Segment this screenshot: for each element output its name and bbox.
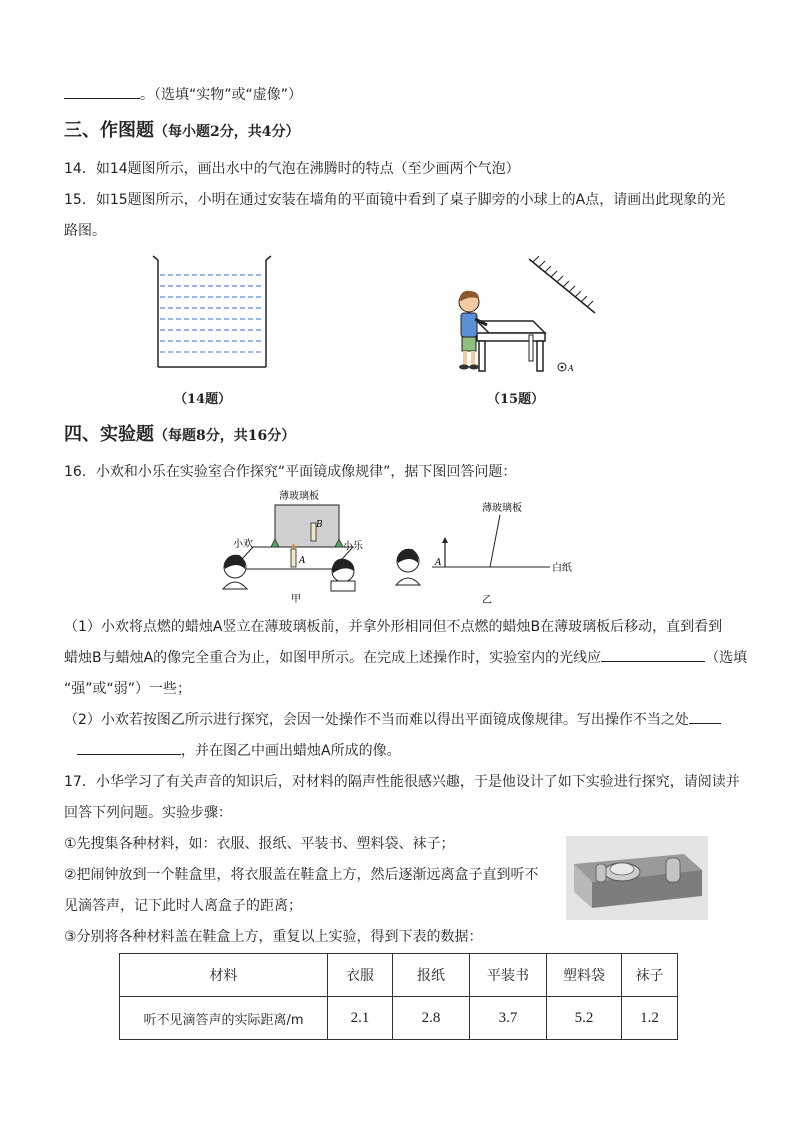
figure-15-caption: （15题） xyxy=(487,392,545,407)
q16-part2-text: （2）小欢若按图乙所示进行探究，会因一处操作不当而难以得出平面镜成像规律。写出操作不当之处 xyxy=(64,712,689,728)
person-right-label: 小乐 xyxy=(343,541,363,552)
ball-point-icon xyxy=(558,363,566,371)
section-3-heading xyxy=(64,120,734,143)
table-header-cell: 材料 xyxy=(120,954,328,997)
jia-plate-label: 薄玻璃板 xyxy=(279,491,319,502)
table-cell: 2.8 xyxy=(393,997,470,1040)
q16-part1-line1: （1）小欢将点燃的蜡烛A竖立在薄玻璃板前，并拿外形相同但不点燃的蜡烛B在薄玻璃板后移动，直到看到 xyxy=(64,619,723,635)
glass-plate-icon xyxy=(275,505,339,547)
figure-14-caption: （14题） xyxy=(174,392,232,407)
q17-line2: 回答下列问题。实验步骤： xyxy=(64,805,232,821)
shoebox-icon xyxy=(566,836,708,920)
q17-line1: 17．小华学习了有关声音的知识后，对材料的隔声性能很感兴趣，于是他设计了如下实验进行探究，请阅读并 xyxy=(64,774,740,790)
figure-16-jia xyxy=(215,485,390,605)
q17-step2-line1: ②把闹钟放到一个鞋盒里，将衣服盖在鞋盒上方，然后逐渐远离盒子直到听不 xyxy=(64,867,539,883)
mirror-icon xyxy=(529,256,595,313)
girl-icon xyxy=(223,555,247,589)
question-16-stem: 16．小欢和小乐在实验室合作探究“平面镜成像规律”，据下图回答问题： xyxy=(64,464,517,480)
point-a-label: A xyxy=(568,364,574,373)
q16-part2-line1 xyxy=(64,709,734,731)
q17-step1: ①先搜集各种材料，如：衣服、报纸、平装书、塑料袋、袜子； xyxy=(64,836,455,852)
girl-icon xyxy=(396,549,420,585)
answer-line-top xyxy=(64,84,734,106)
arrow-head-icon xyxy=(442,537,448,543)
q16-part1-line2 xyxy=(64,647,748,669)
yi-caption: 乙 xyxy=(482,595,492,606)
person-left-label: 小欢 xyxy=(233,539,253,550)
table-row xyxy=(120,997,678,1040)
beaker-icon xyxy=(153,256,271,367)
answer-blank[interactable] xyxy=(77,740,181,755)
jia-caption: 甲 xyxy=(291,594,301,605)
figure-16-yi xyxy=(390,497,585,607)
table-header-cell: 平装书 xyxy=(470,954,547,997)
yi-plate-label: 薄玻璃板 xyxy=(482,503,522,514)
q16-part1-line2-text: 蜡烛B与蜡烛A的像完全重合为止，如图甲所示。在完成上述操作时，实验室内的光线应 xyxy=(64,650,602,666)
table-cell: 3.7 xyxy=(470,997,547,1040)
yi-glass-plate xyxy=(490,515,500,567)
section-4-heading xyxy=(64,424,734,447)
top-line-text: 。（选填“实物”或“虚像”） xyxy=(140,87,303,103)
candle-a-icon xyxy=(291,549,296,567)
table-row-label: 听不见滴答声的实际距离/m xyxy=(120,997,328,1040)
q16-part2-line2-text: ，并在图乙中画出蜡烛A所成的像。 xyxy=(181,743,401,759)
q16-part1-line2-tail: （选填 xyxy=(705,650,748,666)
answer-blank[interactable] xyxy=(601,647,705,662)
q16-part2-line2 xyxy=(64,740,734,762)
q17-step2-line2: 见滴答声，记下此时人离盒子的距离； xyxy=(64,898,302,914)
table-cell: 5.2 xyxy=(547,997,622,1040)
table-header-cell: 袜子 xyxy=(622,954,678,997)
candle-b-label: B xyxy=(316,520,323,530)
answer-blank[interactable] xyxy=(689,709,721,724)
section-3-title: 三、作图题 xyxy=(64,120,154,141)
candle-a-label: A xyxy=(299,556,306,566)
table-cell: 2.1 xyxy=(328,997,393,1040)
figure-15-scene xyxy=(445,255,605,380)
table-icon xyxy=(477,321,545,371)
question-15-line1: 15．如15题图所示，小明在通过安装在墙角的平面镜中看到了桌子脚旁的小球上的A点，请画出此现象的光 xyxy=(64,192,726,208)
material-distance-table xyxy=(119,953,678,1040)
boy-head-icon xyxy=(331,559,355,591)
q16-part1-line3: “强”或“弱”）一些； xyxy=(64,681,192,697)
section-4-note: （每题8分，共16分） xyxy=(154,428,296,444)
table-header-cell: 报纸 xyxy=(393,954,470,997)
table-header-cell: 塑料袋 xyxy=(547,954,622,997)
table-cell: 1.2 xyxy=(622,997,678,1040)
question-15-line2: 路图。 xyxy=(64,223,106,239)
section-4-title: 四、实验题 xyxy=(64,424,154,445)
answer-blank[interactable] xyxy=(64,84,140,99)
yi-candle-a-label: A xyxy=(435,558,442,568)
q17-step3: ③分别将各种材料盖在鞋盒上方，重复以上实验，得到下表的数据： xyxy=(64,929,483,945)
question-14: 14．如14题图所示，画出水中的气泡在沸腾时的特点（至少画两个气泡） xyxy=(64,161,520,177)
table-header-row xyxy=(120,954,678,997)
figure-14-beaker xyxy=(150,255,275,375)
paper-label: 白纸 xyxy=(552,563,572,574)
shoebox-photo xyxy=(566,836,708,920)
table-header-cell: 衣服 xyxy=(328,954,393,997)
water-lines xyxy=(160,275,264,352)
section-3-note: （每小题2分，共4分） xyxy=(154,124,300,140)
